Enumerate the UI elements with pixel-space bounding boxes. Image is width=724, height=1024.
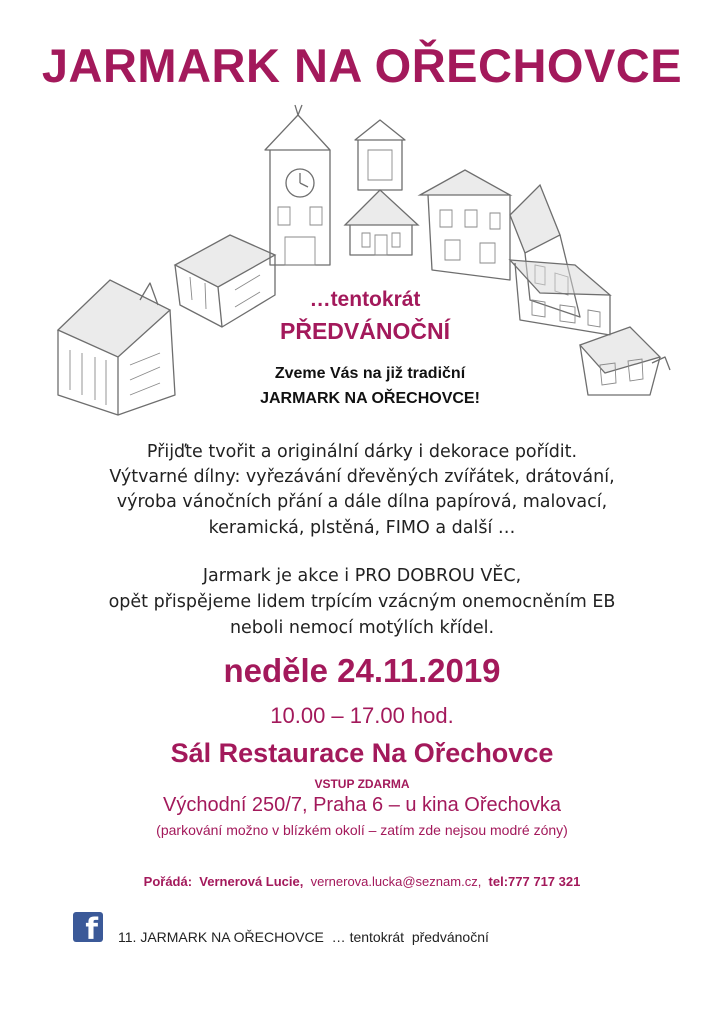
parking-note: (parkování možno v blízkém okolí – zatím zde nejsou modré zóny) [156, 822, 568, 838]
description-line: keramická, plstěná, FIMO a další … [208, 518, 516, 538]
event-address: Východní 250/7, Praha 6 – u kina Ořechovka [162, 794, 562, 816]
charity-line: neboli nemocí motýlích křídel. [229, 618, 495, 638]
description-line: Přijďte tvořit a originální dárky i dekorace pořídit. [146, 442, 578, 462]
building-small-right [580, 327, 670, 395]
building-left-2 [175, 235, 275, 327]
description-line: Výtvarné dílny: vyřezávání dřevěných zvířátek, drátování, [109, 467, 615, 487]
organizer-email: vernerova.lucka@seznam.cz, [310, 874, 482, 889]
building-right-tall [420, 170, 510, 280]
page-title: JARMARK NA OŘECHOVCE [41, 39, 683, 92]
charity-line: Jarmark je akce i PRO DOBROU VĚC, [202, 566, 522, 586]
building-central-tower [345, 120, 418, 255]
pre-christmas-label: PŘEDVÁNOČNÍ [280, 318, 450, 344]
event-time: 10.00 – 17.00 hod. [270, 703, 454, 728]
facebook-icon[interactable]: f [73, 912, 103, 942]
building-left [58, 280, 175, 415]
invitation-line: JARMARK NA OŘECHOVCE! [260, 390, 480, 407]
event-venue: Sál Restaurace Na Ořechovce [170, 738, 554, 768]
organizer-label: Pořádá: [143, 874, 193, 889]
organizer-info [0, 874, 724, 889]
organizer-name: Vernerová Lucie, [199, 874, 304, 889]
houses-sketch-illustration [40, 95, 700, 435]
organizer-phone: tel:777 717 321 [488, 874, 581, 889]
description-line: výroba vánočních přání a dále dílna papírová, malovací, [116, 492, 608, 512]
charity-line: opět přispějeme lidem trpícím vzácným onemocněním EB [108, 592, 616, 612]
footer-text: 11. JARMARK NA OŘECHOVCE … tentokrát předvánoční [118, 929, 489, 945]
building-clock-tower [265, 105, 330, 265]
event-date: neděle 24.11.2019 [223, 652, 501, 689]
tagline: …tentokrát [309, 288, 421, 311]
building-right-far [510, 260, 610, 335]
entry-note: VSTUP ZDARMA [314, 777, 410, 791]
invitation-line: Zveme Vás na již tradiční [274, 365, 466, 382]
building-right-mid [510, 185, 580, 317]
